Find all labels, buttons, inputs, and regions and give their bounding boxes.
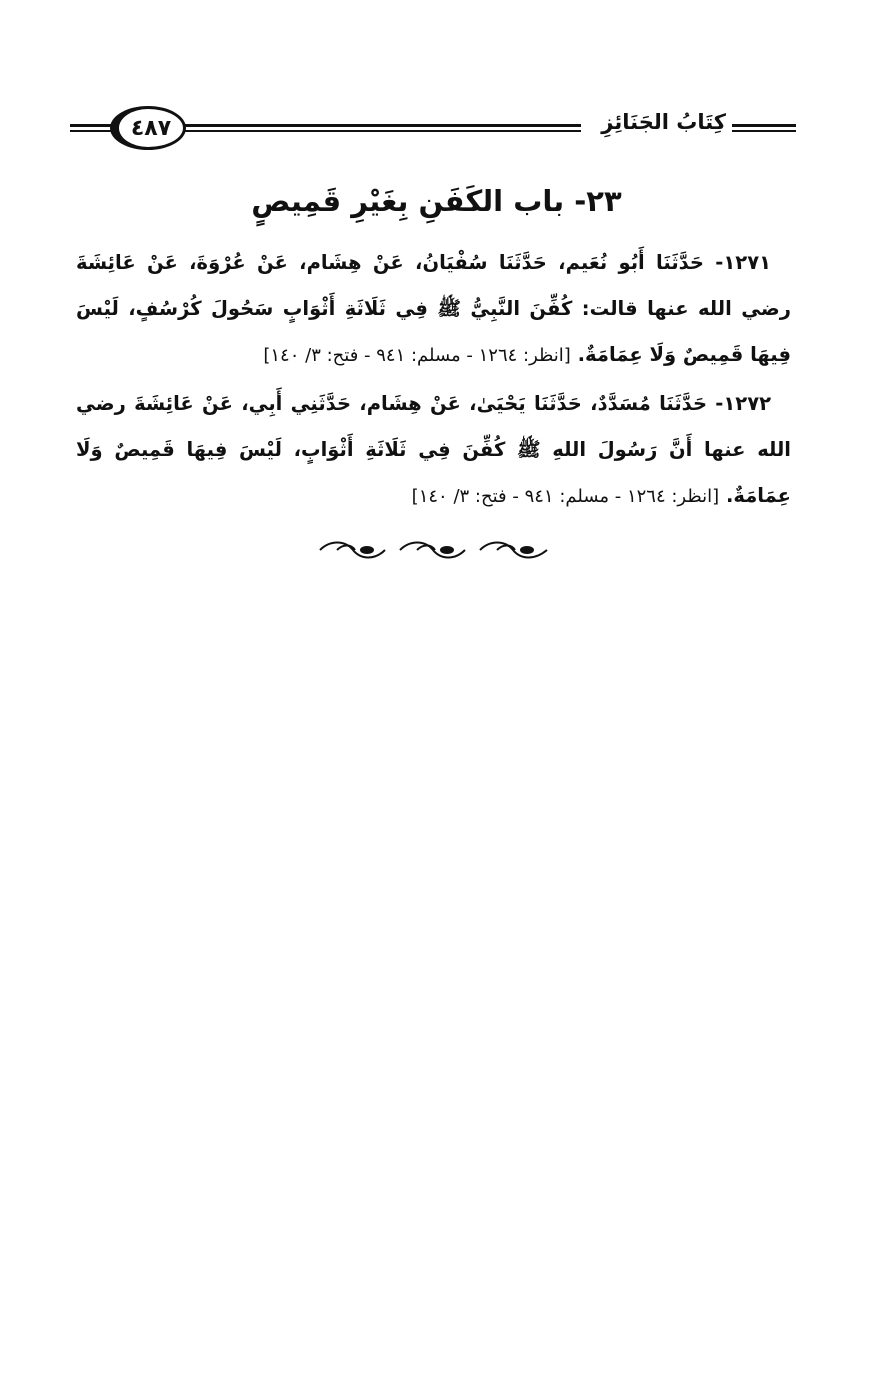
header-rule-left-thin: [181, 130, 581, 132]
section-end-ornament: [315, 536, 555, 564]
page-number: ٤٨٧: [110, 106, 186, 150]
header-rule-right: [732, 124, 796, 127]
hadith-text: ١٢٧١- حَدَّثَنَا أَبُو نُعَيم، حَدَّثَنَا سُفْيَانُ، عَنْ هِشَام، عَنْ عُرْوَةَ، عَنْ عَائِشَةَ رضي الله عنها قالت: كُفِّنَ النَّبِيُّ ﷺ فِي ثَلَاثَةِ أَثْوَابٍ سَحُولَ كُرْسُفٍ، لَيْسَ فِيهَا قَمِيصٌ وَلَا عِمَامَةٌ.: [76, 251, 791, 366]
running-title: كِتَابُ الجَنَائِزِ: [601, 110, 726, 134]
header-rule-left: [181, 124, 581, 127]
body-text: [76, 240, 791, 522]
hadith-reference: [انظر: ١٢٦٤ - مسلم: ٩٤١ - فتح: ٣/ ١٤٠]: [411, 486, 720, 507]
header-rule-right-thin: [732, 130, 796, 132]
hadith-1272: [76, 381, 791, 520]
hadith-text: ١٢٧٢- حَدَّثَنَا مُسَدَّدٌ، حَدَّثَنَا يَحْيَىٰ، عَنْ هِشَام، حَدَّثَنِي أَبِي، عَنْ عَائِشَةَ رضي الله عنها أَنَّ رَسُولَ اللهِ ﷺ كُفِّنَ فِي ثَلَاثَةِ أَثْوَابٍ، لَيْسَ فِيهَا قَمِيصٌ وَلَا عِمَامَةٌ.: [76, 392, 791, 507]
chapter-heading: ٢٣- باب الكَفَنِ بِغَيْرِ قَمِيصٍ: [251, 184, 622, 218]
hadith-reference: [انظر: ١٢٦٤ - مسلم: ٩٤١ - فتح: ٣/ ١٤٠]: [263, 345, 571, 366]
page-header: [70, 100, 796, 164]
hadith-1271: [76, 240, 791, 379]
